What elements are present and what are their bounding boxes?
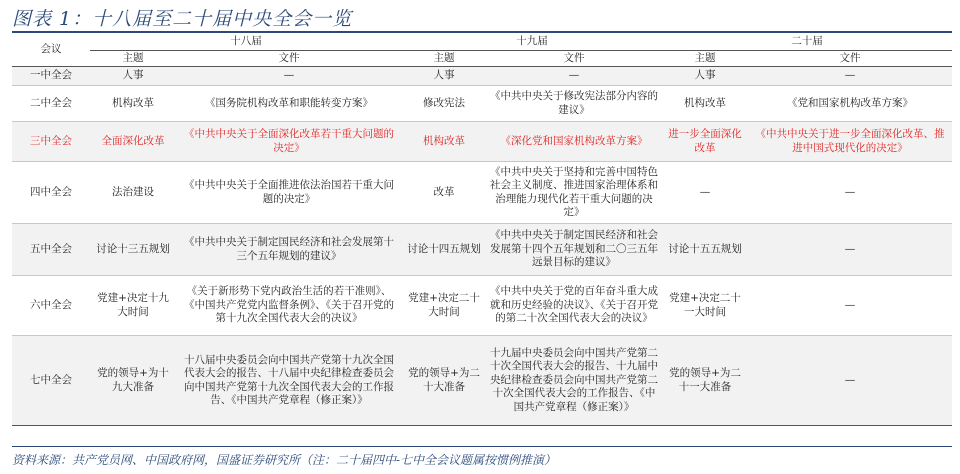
doc-19: 十九届中央委员会向中国共产党第二十次全国代表大会的报告、十九届中央纪律检查委员会向中国共产党第二十次全国代表大会的工作报告、《中国共产党章程（修正案）》 (490, 346, 658, 413)
topic-19: 人事 (433, 69, 455, 82)
topic-20: — (699, 185, 711, 198)
doc-20: — (844, 298, 856, 311)
topic-20: 人事 (694, 69, 716, 82)
meeting-name: 五中全会 (30, 242, 72, 255)
header-session-19: 十九届 (402, 34, 662, 50)
source-divider (12, 446, 952, 447)
header-session-18: 十八届 (90, 34, 402, 50)
doc-19: — (568, 69, 580, 82)
topic-19: 改革 (433, 185, 455, 198)
doc-20: — (844, 373, 856, 386)
header-topic-19: 主题 (402, 50, 486, 67)
topic-19: 机构改革 (423, 134, 465, 147)
title-divider (12, 31, 952, 33)
topic-20: 讨论十五五规划 (668, 242, 742, 255)
table-row (12, 336, 952, 426)
header-topic-20: 主题 (662, 50, 748, 67)
topic-20: 党的领导+为二十一大准备 (669, 367, 741, 393)
doc-19: 《中共中央关于修改宪法部分内容的建议》 (490, 90, 658, 116)
meeting-name: 四中全会 (30, 185, 72, 198)
meeting-name: 一中全会 (30, 69, 72, 82)
doc-18: — (283, 69, 295, 82)
topic-18: 党的领导+为十九大准备 (97, 367, 169, 393)
topic-18: 讨论十三五规划 (96, 242, 170, 255)
doc-19: 《中共中央关于制定国民经济和社会发展第十四个五年规划和二〇三五年远景目标的建议》 (490, 229, 658, 269)
doc-20: 《中共中央关于进一步全面深化改革、推进中国式现代化的决定》 (755, 128, 945, 154)
doc-18: 《中共中央关于全面推进依法治国若干重大问题的决定》 (184, 179, 394, 205)
meeting-name: 六中全会 (30, 298, 72, 311)
meeting-name: 七中全会 (30, 373, 72, 386)
header-doc-20: 文件 (748, 50, 952, 67)
topic-19: 党的领导+为二十大准备 (408, 367, 480, 393)
table-row (12, 162, 952, 224)
table-row (12, 276, 952, 336)
doc-19: 《深化党和国家机构改革方案》 (500, 134, 648, 147)
doc-20: — (844, 185, 856, 198)
doc-18: 《关于新形势下党内政治生活的若干准则》、《中国共产党党内监督条例》、《关于召开党的第十九次全国代表大会的决议》 (184, 285, 394, 325)
meeting-name: 二中全会 (30, 96, 72, 109)
doc-19: 《中共中央关于党的百年奋斗重大成就和历史经验的决议》、《关于召开党的第二十次全国代表大会的决议》 (490, 285, 658, 325)
topic-18: 法治建设 (112, 185, 154, 198)
header-doc-19: 文件 (486, 50, 662, 67)
table-row (12, 122, 952, 162)
topic-19: 讨论十四五规划 (407, 242, 481, 255)
doc-18: 十八届中央委员会向中国共产党第十九次全国代表大会的报告、十八届中央纪律检查委员会向中国共产党第十九次全国代表大会的工作报告、《中国共产党章程（修正案）》 (184, 353, 394, 406)
doc-19: 《中共中央关于坚持和完善中国特色社会主义制度、推进国家治理体系和治理能力现代化若干重大问题的决定》 (490, 165, 658, 218)
doc-20: 《党和国家机构改革方案》 (787, 96, 913, 109)
source-note: 资料来源：共产党员网、中国政府网，国盛证券研究所（注：二十届四中-七中全会议题属按惯例推演） (12, 453, 557, 467)
doc-18: 《中共中央关于全面深化改革若干重大问题的决定》 (184, 128, 394, 154)
topic-20: 机构改革 (684, 96, 726, 109)
table-row (12, 67, 952, 86)
header-meeting: 会议 (12, 34, 90, 67)
table-row (12, 86, 952, 122)
topic-19: 党建+决定二十大时间 (408, 292, 480, 318)
topic-18: 机构改革 (112, 96, 154, 109)
doc-20: — (844, 69, 856, 82)
topic-18: 党建+决定十九大时间 (97, 292, 169, 318)
plenary-table (12, 34, 952, 426)
table-row (12, 224, 952, 276)
header-session-20: 二十届 (662, 34, 952, 50)
topic-20: 党建+决定二十一大时间 (669, 292, 741, 318)
figure-title: 图表 1：十八届至二十届中央全会一览 (12, 8, 353, 30)
topic-20: 进一步全面深化改革 (668, 128, 742, 154)
doc-18: 《中共中央关于制定国民经济和社会发展第十三个五年规划的建议》 (184, 236, 394, 262)
header-doc-18: 文件 (176, 50, 402, 67)
meeting-name: 三中全会 (30, 134, 72, 147)
doc-18: 《国务院机构改革和职能转变方案》 (205, 96, 373, 109)
topic-19: 修改宪法 (423, 96, 465, 109)
topic-18: 全面深化改革 (101, 134, 165, 147)
doc-20: — (844, 242, 856, 255)
topic-18: 人事 (122, 69, 144, 82)
header-topic-18: 主题 (90, 50, 176, 67)
